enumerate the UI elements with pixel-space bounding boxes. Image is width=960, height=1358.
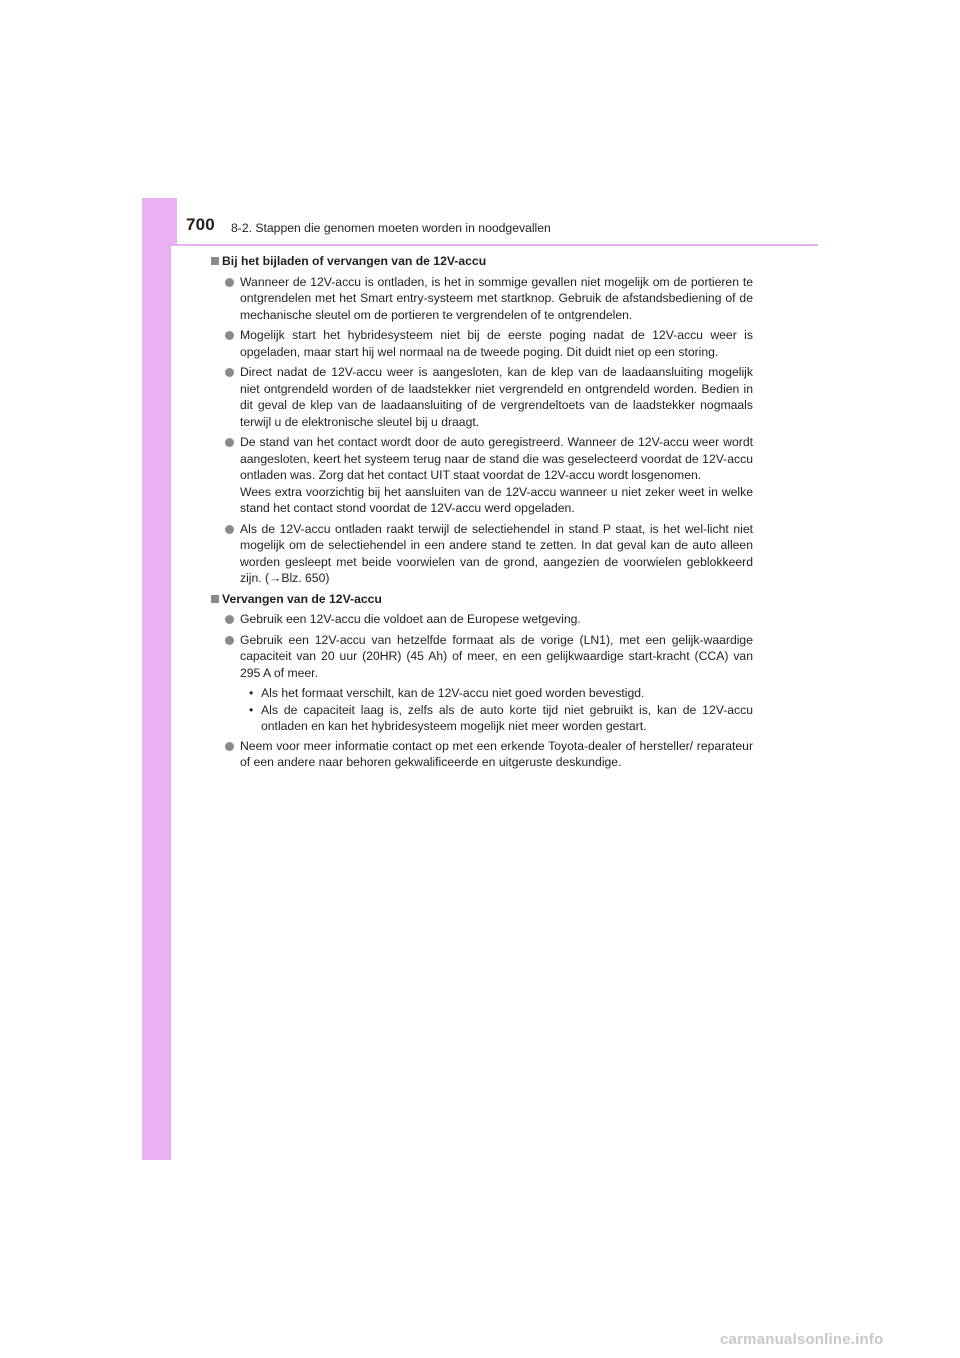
- section-heading-text: Bij het bijladen of vervangen van de 12V-accu: [222, 254, 487, 268]
- square-bullet-icon: [211, 257, 219, 265]
- dot-bullet-icon: •: [249, 702, 254, 717]
- circle-bullet-icon: [225, 525, 234, 534]
- circle-bullet-icon: [225, 438, 234, 447]
- section-heading: [211, 253, 753, 270]
- list-item: [211, 274, 753, 324]
- list-item: [211, 632, 753, 682]
- circle-bullet-icon: [225, 615, 234, 624]
- dot-bullet-icon: •: [249, 686, 254, 700]
- chapter-sidebar-tab: [142, 198, 171, 1160]
- list-item: [211, 434, 753, 517]
- list-item-text: De stand van het contact wordt door de auto geregistreerd. Wanneer de 12V-accu weer wordt aangesloten, keert het systeem terug naar de stand die was geselecteerd voordat de 12V-accu ontladen was. Zorg dat het contact UIT staat voordat de 12V-accu wordt losgenomen.: [240, 435, 753, 482]
- arrow-icon: →: [269, 571, 282, 585]
- circle-bullet-icon: [225, 742, 234, 751]
- list-item-text: Wees extra voorzichtig bij het aansluiten van de 12V-accu wanneer u niet zeker weet in welke stand het contact stond voordat de 12V-accu werd opgeladen.: [240, 484, 753, 515]
- header-tab: [142, 198, 177, 246]
- list-item: [211, 364, 753, 430]
- page-number: 700: [186, 215, 215, 234]
- header-divider: [177, 244, 818, 246]
- circle-bullet-icon: [225, 331, 234, 340]
- sub-list-item-text: Als het formaat verschilt, kan de 12V-accu niet goed worden bevestigd.: [261, 686, 645, 700]
- list-item-text: Direct nadat de 12V-accu weer is aangesloten, kan de klep van de laadaansluiting mogelijk niet ontgrendeld worden of de laadstekker niet vergrendeld en ontgrendeld worden. Bedien in dit geval de klep van de laadaansluiting of de vergrendeltoets van de laadstekker nogmaals terwijl u de elektronische sleutel bij u draagt.: [240, 365, 753, 429]
- sub-list: [211, 685, 753, 735]
- sub-list-item-text: Als de capaciteit laag is, zelfs als de auto korte tijd niet gebruikt is, kan de 12V-accu ontladen en kan het hybridesysteem mogelijk niet meer worden gestart.: [261, 702, 753, 733]
- circle-bullet-icon: [225, 368, 234, 377]
- list-item-text: Mogelijk start het hybridesysteem niet bij de eerste poging nadat de 12V-accu weer is opgeladen, maar start hij wel normaal na de tweede poging. Dit duidt niet op een storing.: [240, 328, 753, 359]
- square-bullet-icon: [211, 595, 219, 603]
- sub-list-item: [211, 702, 753, 735]
- list-item-text: Gebruik een 12V-accu van hetzelfde formaat als de vorige (LN1), met een gelijk-waardige capaciteit van 20 uur (20HR) (45 Ah) of meer, en een gelijkwaardige start-kracht (CCA) van 295 A of meer.: [240, 632, 753, 680]
- list-item: [211, 738, 753, 771]
- list-item-text: Wanneer de 12V-accu is ontladen, is het in sommige gevallen niet mogelijk om de portieren te ontgrendelen met het Smart entry-systeem met startknop. Gebruik de afstandsbediening of de mechanische sleutel om de portieren te vergrendelen of te ontgrendelen.: [240, 274, 753, 322]
- running-title: 8-2. Stappen die genomen moeten worden in noodgevallen: [231, 221, 551, 235]
- circle-bullet-icon: [225, 636, 234, 645]
- section-heading-text: Vervangen van de 12V-accu: [222, 591, 382, 606]
- section-heading: [211, 591, 753, 608]
- page-content: [211, 253, 753, 775]
- list-item: [211, 327, 753, 360]
- sub-list-item: [211, 685, 753, 702]
- list-item-text: [240, 521, 753, 587]
- circle-bullet-icon: [225, 278, 234, 287]
- list-item-text: Gebruik een 12V-accu die voldoet aan de Europese wetgeving.: [240, 612, 581, 626]
- list-item-text: Neem voor meer informatie contact op met een erkende Toyota-dealer of hersteller/ reparateur of een andere naar behoren gekwalificeerde en uitgeruste deskundige.: [240, 738, 753, 769]
- list-item-text-body: Als de 12V-accu ontladen raakt terwijl de selectiehendel in stand P staat, is het wel-licht niet mogelijk om de selectiehendel in een andere stand te zetten. In dat geval kan de auto alleen worden gesleept met beide voorwielen van de grond, aangezien de voorwielen geblokkeerd zijn. (: [240, 521, 753, 585]
- page-reference-link[interactable]: Blz. 650): [281, 571, 330, 585]
- list-item: [211, 521, 753, 587]
- list-item: [211, 611, 753, 628]
- watermark: carmanualsonline.info: [720, 1331, 884, 1348]
